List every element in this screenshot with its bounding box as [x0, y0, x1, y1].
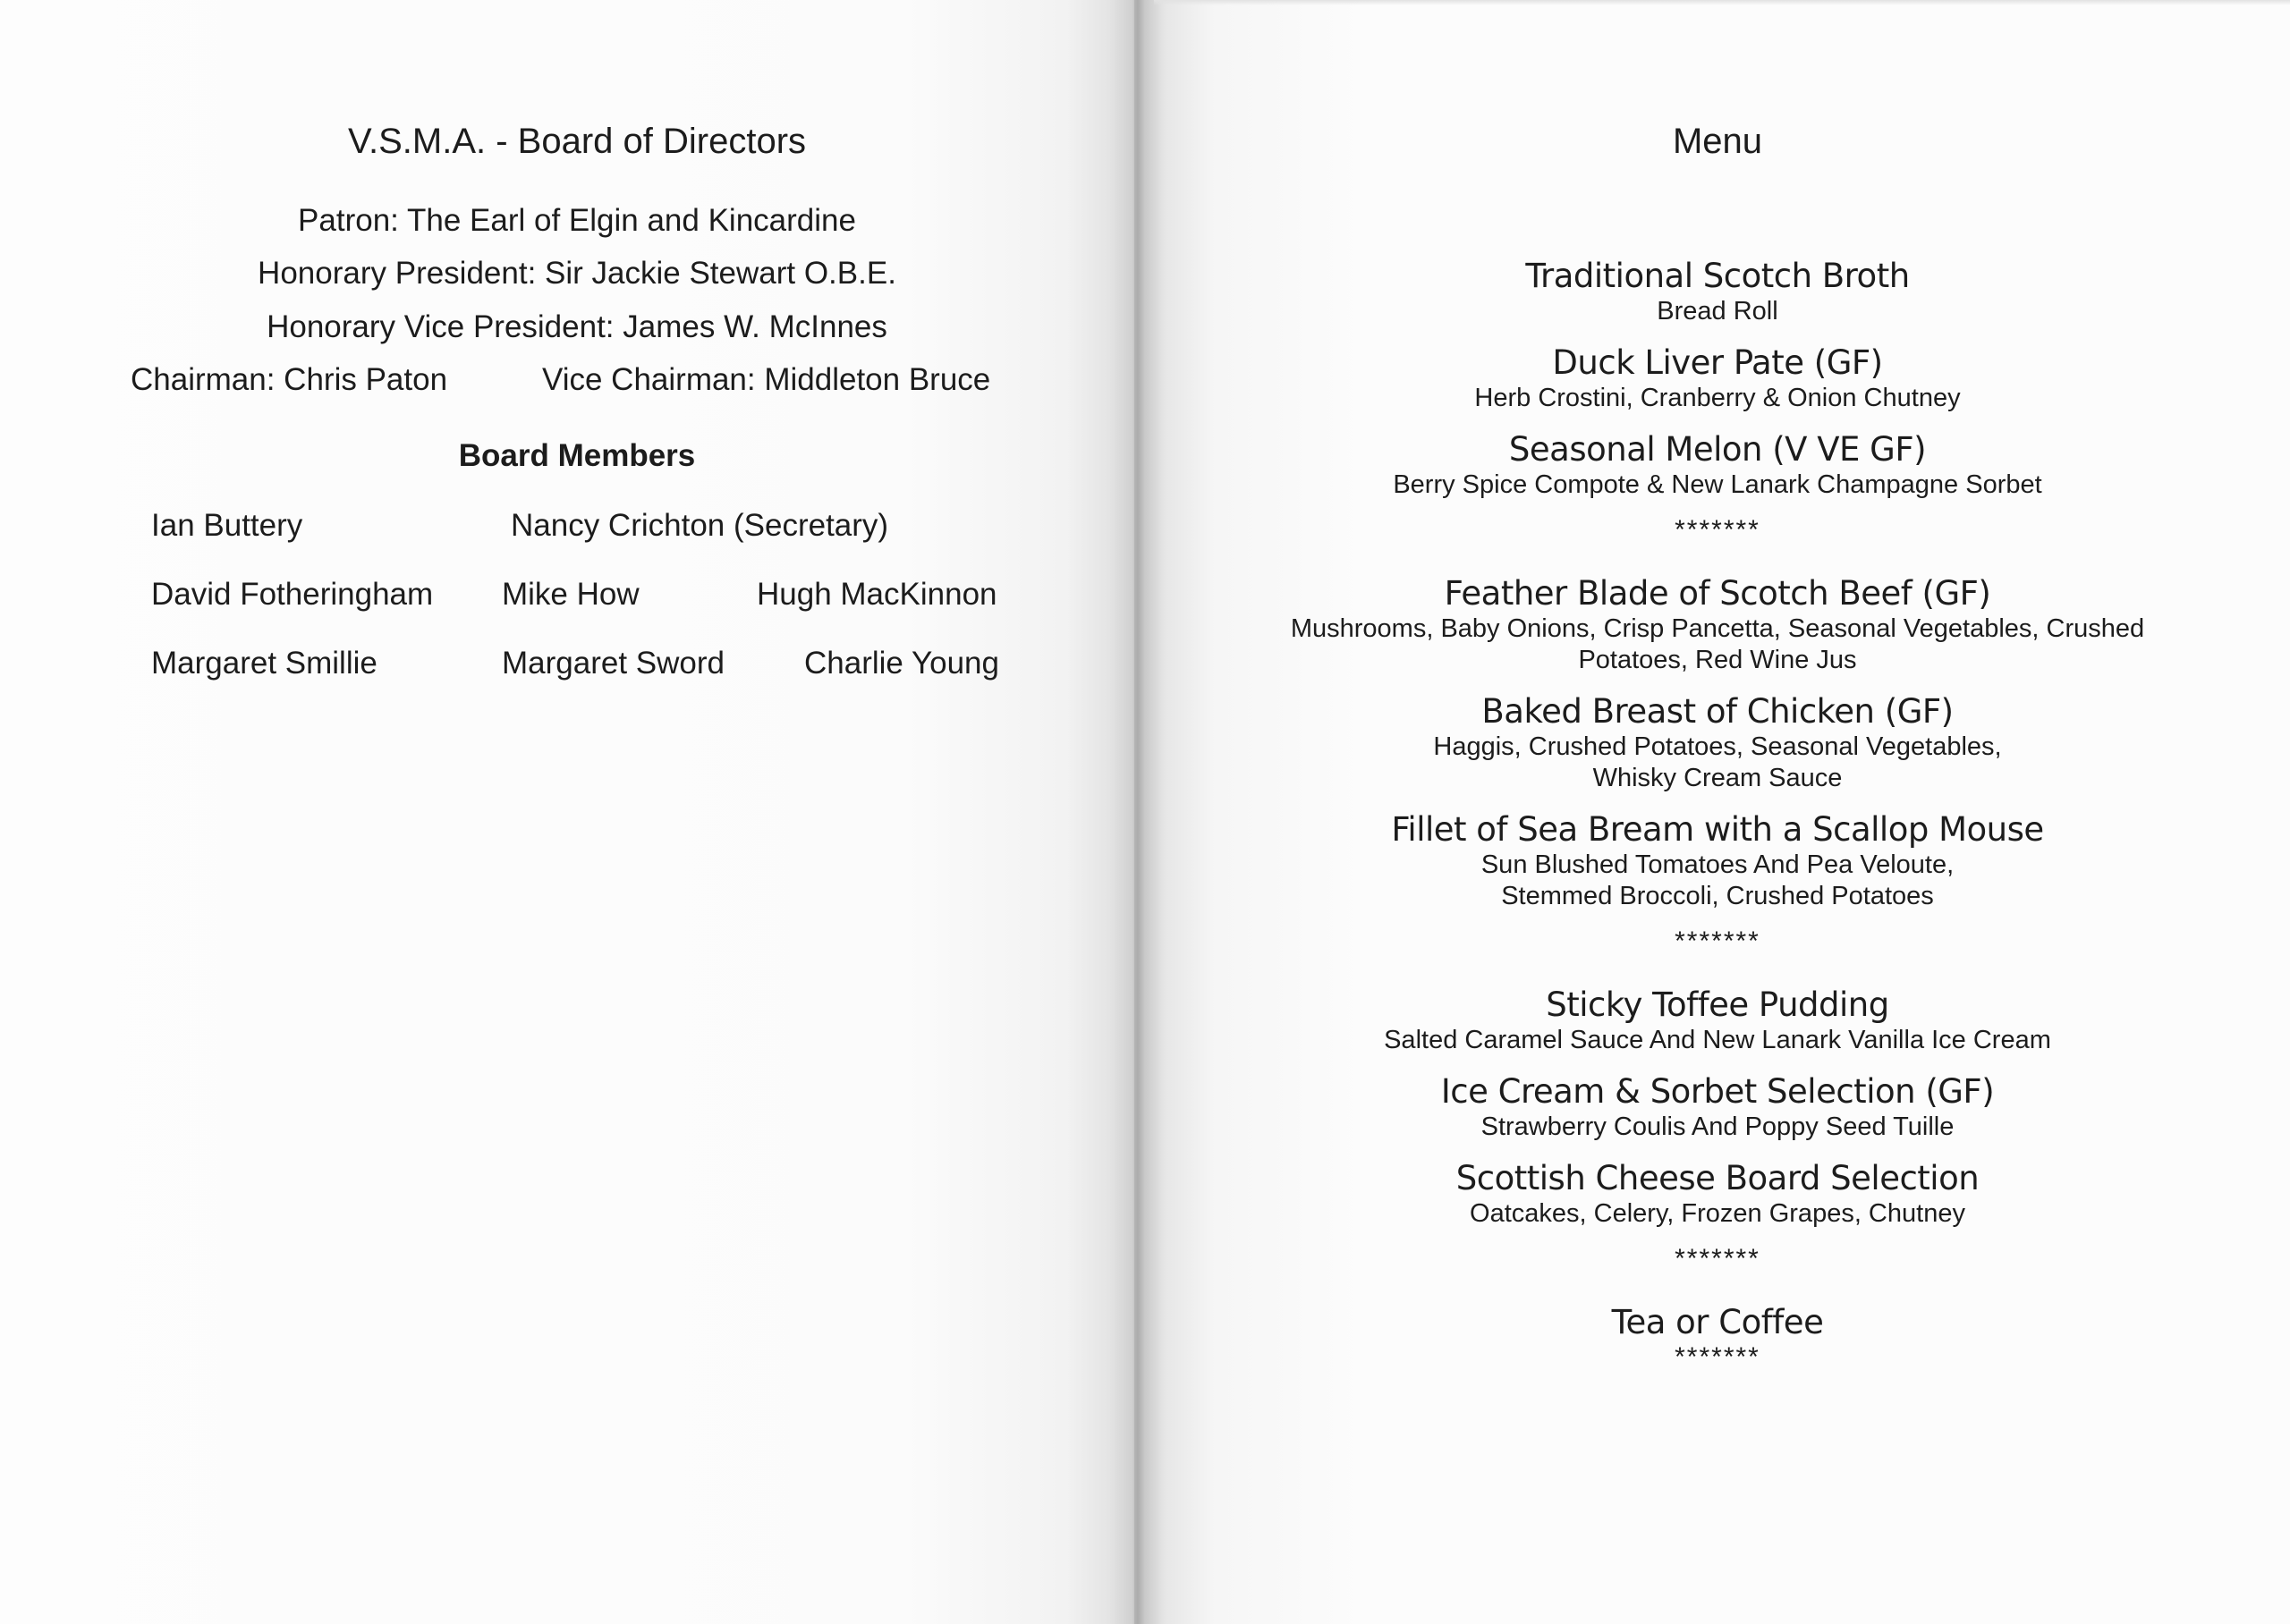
- dish-description: Salted Caramel Sauce And New Lanark Vanilla Ice Cream: [1384, 1026, 2051, 1054]
- menu-dish: [1252, 430, 2183, 501]
- board-member: Nancy Crichton (Secretary): [511, 508, 889, 543]
- menu-course: [1252, 574, 2183, 955]
- dish-name: Tea or Coffee: [1611, 1303, 1824, 1341]
- chairman: Chairman: Chris Paton: [131, 362, 448, 397]
- board-members-heading: Board Members: [458, 438, 696, 473]
- board-title: V.S.M.A. - Board of Directors: [347, 122, 807, 161]
- course-divider: *******: [1675, 1244, 1760, 1273]
- menu-dish: [1252, 985, 2183, 1056]
- dish-name: Seasonal Melon (V VE GF): [1508, 430, 1927, 469]
- dish-name: Traditional Scotch Broth: [1525, 257, 1910, 295]
- dish-description: Haggis, Crushed Potatoes, Seasonal Vegetables, Whisky Cream Sauce: [1433, 732, 2002, 792]
- dish-description: Bread Roll: [1657, 297, 1778, 326]
- course-divider: *******: [1675, 1342, 1760, 1372]
- board-member: David Fotheringham: [151, 577, 434, 612]
- menu-dish: [1252, 1072, 2183, 1143]
- left-page: [0, 0, 1134, 1624]
- dish-description: Oatcakes, Celery, Frozen Grapes, Chutney: [1470, 1199, 1965, 1228]
- menu-dish: [1252, 1159, 2183, 1230]
- menu-list: [1252, 257, 2183, 1401]
- menu-course: [1252, 257, 2183, 544]
- menu-dish: [1252, 1303, 2183, 1342]
- board-member: Margaret Sword: [502, 646, 725, 681]
- menu-title: Menu: [1672, 122, 1763, 161]
- officer-patron: Patron: The Earl of Elgin and Kincardine: [298, 203, 856, 238]
- dish-name: Baked Breast of Chicken (GF): [1481, 692, 1954, 731]
- menu-dish: [1252, 810, 2183, 912]
- dish-name: Scottish Cheese Board Selection: [1455, 1159, 1980, 1197]
- dish-name: Feather Blade of Scotch Beef (GF): [1444, 574, 1991, 613]
- dish-description: Mushrooms, Baby Onions, Crisp Pancetta, Seasonal Vegetables, Crushed Potatoes, Red Wine Jus: [1290, 614, 2145, 674]
- menu-dish: [1252, 692, 2183, 794]
- dish-name: Sticky Toffee Pudding: [1546, 985, 1889, 1024]
- dish-name: Duck Liver Pate (GF): [1552, 343, 1883, 382]
- course-divider: *******: [1675, 926, 1760, 956]
- menu-course: [1252, 985, 2183, 1273]
- dish-name: Ice Cream & Sorbet Selection (GF): [1440, 1072, 1995, 1111]
- dish-description: Strawberry Coulis And Poppy Seed Tuille: [1480, 1112, 1955, 1141]
- menu-dish: [1252, 574, 2183, 676]
- dish-description: Berry Spice Compote & New Lanark Champagne Sorbet: [1393, 470, 2042, 499]
- course-divider: *******: [1675, 515, 1760, 545]
- board-member: Hugh MacKinnon: [757, 577, 997, 612]
- menu-dish: [1252, 257, 2183, 327]
- board-member: Mike How: [502, 577, 640, 612]
- page-gutter-shadow: [1109, 0, 1166, 1624]
- board-member: Margaret Smillie: [151, 646, 377, 681]
- dish-description: Herb Crostini, Cranberry & Onion Chutney: [1474, 384, 1961, 412]
- page-top-edge: [1154, 0, 2290, 5]
- board-member: Charlie Young: [804, 646, 999, 681]
- officer-honorary-vice-president: Honorary Vice President: James W. McInnes: [267, 309, 887, 344]
- vice-chairman: Vice Chairman: Middleton Bruce: [542, 362, 991, 397]
- officer-honorary-president: Honorary President: Sir Jackie Stewart O.B.E.: [258, 256, 896, 291]
- dish-name: Fillet of Sea Bream with a Scallop Mouse: [1391, 810, 2044, 849]
- menu-dish: [1252, 343, 2183, 414]
- board-member: Ian Buttery: [151, 508, 303, 543]
- dish-description: Sun Blushed Tomatoes And Pea Veloute, Stemmed Broccoli, Crushed Potatoes: [1480, 850, 1955, 910]
- menu-course: [1252, 1303, 2183, 1371]
